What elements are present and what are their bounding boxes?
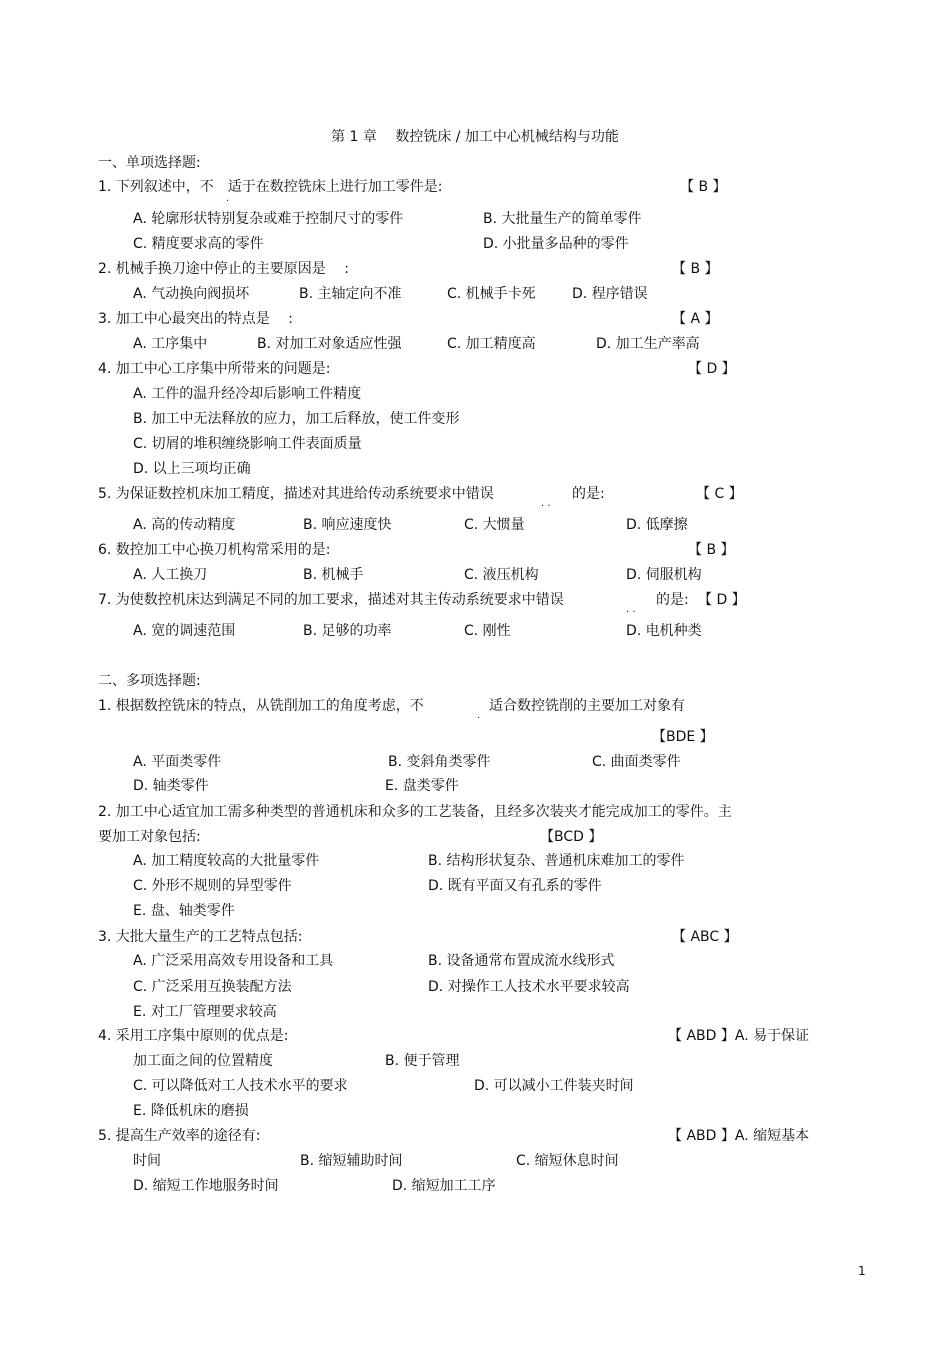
s2-q1-option-a: A. 平面类零件 <box>133 754 222 770</box>
s2-q3-stem: 3. 大批大量生产的工艺特点包括: <box>98 929 303 945</box>
s1-q2-option-b: B. 主轴定向不准 <box>299 286 402 302</box>
s1-q1-option-a: A. 轮廓形状特别复杂或难于控制尺寸的零件 <box>133 211 404 227</box>
s2-q5-option-d: D. 缩短工作地服务时间 <box>133 1178 279 1194</box>
s1-q5-stem-end: 的是: <box>572 486 605 502</box>
s1-q5-option-a: A. 高的传动精度 <box>133 517 236 533</box>
s1-q4-stem: 4. 加工中心工序集中所带来的问题是: <box>98 361 331 377</box>
s1-q1-option-b: B. 大批量生产的简单零件 <box>483 211 642 227</box>
section-1-heading: 一、单项选择题: <box>98 155 201 171</box>
s2-q2-option-a: A. 加工精度较高的大批量零件 <box>133 853 320 869</box>
s1-q3-option-a: A. 工序集中 <box>133 336 208 352</box>
s1-q1-answer: 【 B 】 <box>680 179 727 195</box>
s1-q6-option-d: D. 伺服机构 <box>626 567 702 583</box>
s2-q5-answer: 【 ABD 】A. 缩短基本 <box>668 1128 810 1144</box>
s2-q1-answer: 【BDE 】 <box>652 729 714 745</box>
emphasis-dots: . . <box>541 498 551 509</box>
s2-q3-option-d: D. 对操作工人技术水平要求较高 <box>428 979 630 995</box>
s2-q3-option-c: C. 广泛采用互换装配方法 <box>133 979 292 995</box>
s1-q2-stem: 2. 机械手换刀途中停止的主要原因是 : <box>98 261 349 277</box>
s1-q6-option-c: C. 液压机构 <box>464 567 539 583</box>
s1-q7-option-a: A. 宽的调速范围 <box>133 623 236 639</box>
s2-q1-stem-end: 适合数控铣削的主要加工对象有 <box>489 698 685 714</box>
s2-q4-option-b: B. 便于管理 <box>385 1053 460 1069</box>
s1-q2-option-a: A. 气动换向阀损坏 <box>133 286 250 302</box>
emphasis-dot: . <box>477 710 481 721</box>
s1-q4-option-c: C. 切屑的堆积缠绕影响工件表面质量 <box>133 436 362 452</box>
s1-q3-option-c: C. 加工精度高 <box>447 336 536 352</box>
s2-q4-option-c: C. 可以降低对工人技术水平的要求 <box>133 1078 348 1094</box>
s2-q3-option-e: E. 对工厂管理要求较高 <box>133 1004 277 1020</box>
s1-q7-stem: 7. 为使数控机床达到满足不同的加工要求，描述对其主传动系统要求中错误 <box>98 592 564 608</box>
s1-q4-option-d: D. 以上三项均正确 <box>133 461 251 477</box>
s1-q2-option-d: D. 程序错误 <box>572 286 648 302</box>
s2-q2-stem-cont: 要加工对象包括: <box>98 829 201 845</box>
s2-q1-option-b: B. 变斜角类零件 <box>388 754 491 770</box>
s2-q2-option-b: B. 结构形状复杂、普通机床难加工的零件 <box>428 853 685 869</box>
section-2-heading: 二、多项选择题: <box>98 673 201 689</box>
s1-q2-option-c: C. 机械手卡死 <box>447 286 536 302</box>
s1-q5-option-d: D. 低摩擦 <box>626 517 688 533</box>
s1-q6-option-a: A. 人工换刀 <box>133 567 208 583</box>
s1-q4-option-a: A. 工件的温升经冷却后影响工件精度 <box>133 386 362 402</box>
s2-q1-option-e: E. 盘类零件 <box>385 778 459 794</box>
s1-q3-option-d: D. 加工生产率高 <box>596 336 700 352</box>
s1-q5-answer: 【 C 】 <box>696 486 743 502</box>
s2-q2-option-d: D. 既有平面又有孔系的零件 <box>428 878 602 894</box>
s1-q1-option-c: C. 精度要求高的零件 <box>133 236 264 252</box>
s2-q2-option-e: E. 盘、轴类零件 <box>133 903 235 919</box>
s1-q1-stem: 1. 下列叙述中，不 适于在数控铣床上进行加工零件是: <box>98 179 443 195</box>
s1-q6-answer: 【 B 】 <box>688 542 735 558</box>
s1-q4-option-b: B. 加工中无法释放的应力，加工后释放，使工件变形 <box>133 411 460 427</box>
s1-q6-stem: 6. 数控加工中心换刀机构常采用的是: <box>98 542 331 558</box>
s1-q7-option-c: C. 刚性 <box>464 623 511 639</box>
s1-q3-option-b: B. 对加工对象适应性强 <box>257 336 402 352</box>
s1-q7-option-d: D. 电机种类 <box>626 623 702 639</box>
s1-q3-answer: 【 A 】 <box>672 311 719 327</box>
s2-q4-answer: 【 ABD 】A. 易于保证 <box>668 1028 810 1044</box>
s1-q3-stem: 3. 加工中心最突出的特点是 : <box>98 311 293 327</box>
chapter-title: 第 1 章 数控铣床 / 加工中心机械结构与功能 <box>331 129 619 145</box>
emphasis-dot: . <box>226 193 230 204</box>
s2-q1-option-c: C. 曲面类零件 <box>592 754 681 770</box>
s1-q5-option-c: C. 大惯量 <box>464 517 525 533</box>
s2-q2-option-c: C. 外形不规则的异型零件 <box>133 878 292 894</box>
s2-q1-stem: 1. 根据数控铣床的特点，从铣削加工的角度考虑，不 <box>98 698 424 714</box>
s1-q7-option-b: B. 足够的功率 <box>303 623 392 639</box>
s2-q5-option-a-cont: 时间 <box>133 1153 161 1169</box>
s2-q1-option-d: D. 轴类零件 <box>133 778 209 794</box>
s2-q2-stem: 2. 加工中心适宜加工需多种类型的普通机床和众多的工艺装备，且经多次装夹才能完成加工的零件。主 <box>98 804 732 820</box>
s2-q3-option-b: B. 设备通常布置成流水线形式 <box>428 953 615 969</box>
s1-q1-option-d: D. 小批量多品种的零件 <box>483 236 629 252</box>
page-number: 1 <box>858 1264 866 1278</box>
s2-q3-answer: 【 ABC 】 <box>672 929 738 945</box>
s1-q5-option-b: B. 响应速度快 <box>303 517 392 533</box>
s2-q5-option-b: B. 缩短辅助时间 <box>300 1153 403 1169</box>
s2-q5-option-c: C. 缩短休息时间 <box>516 1153 619 1169</box>
s1-q5-stem: 5. 为保证数控机床加工精度，描述对其进给传动系统要求中错误 <box>98 486 494 502</box>
s2-q5-option-e: D. 缩短加工工序 <box>392 1178 496 1194</box>
s2-q4-option-d: D. 可以减小工件装夹时间 <box>474 1078 634 1094</box>
s1-q7-stem-end: 的是: <box>656 592 689 608</box>
s2-q3-option-a: A. 广泛采用高效专用设备和工具 <box>133 953 334 969</box>
s1-q6-option-b: B. 机械手 <box>303 567 364 583</box>
s2-q4-option-a-cont: 加工面之间的位置精度 <box>133 1053 273 1069</box>
emphasis-dots: . . <box>626 604 636 615</box>
s2-q5-stem: 5. 提高生产效率的途径有: <box>98 1128 261 1144</box>
s2-q4-option-e: E. 降低机床的磨损 <box>133 1103 249 1119</box>
s1-q7-answer: 【 D 】 <box>698 592 746 608</box>
s1-q4-answer: 【 D 】 <box>688 361 736 377</box>
s2-q2-answer: 【BCD 】 <box>540 829 603 845</box>
s1-q2-answer: 【 B 】 <box>672 261 719 277</box>
s2-q4-stem: 4. 采用工序集中原则的优点是: <box>98 1028 289 1044</box>
